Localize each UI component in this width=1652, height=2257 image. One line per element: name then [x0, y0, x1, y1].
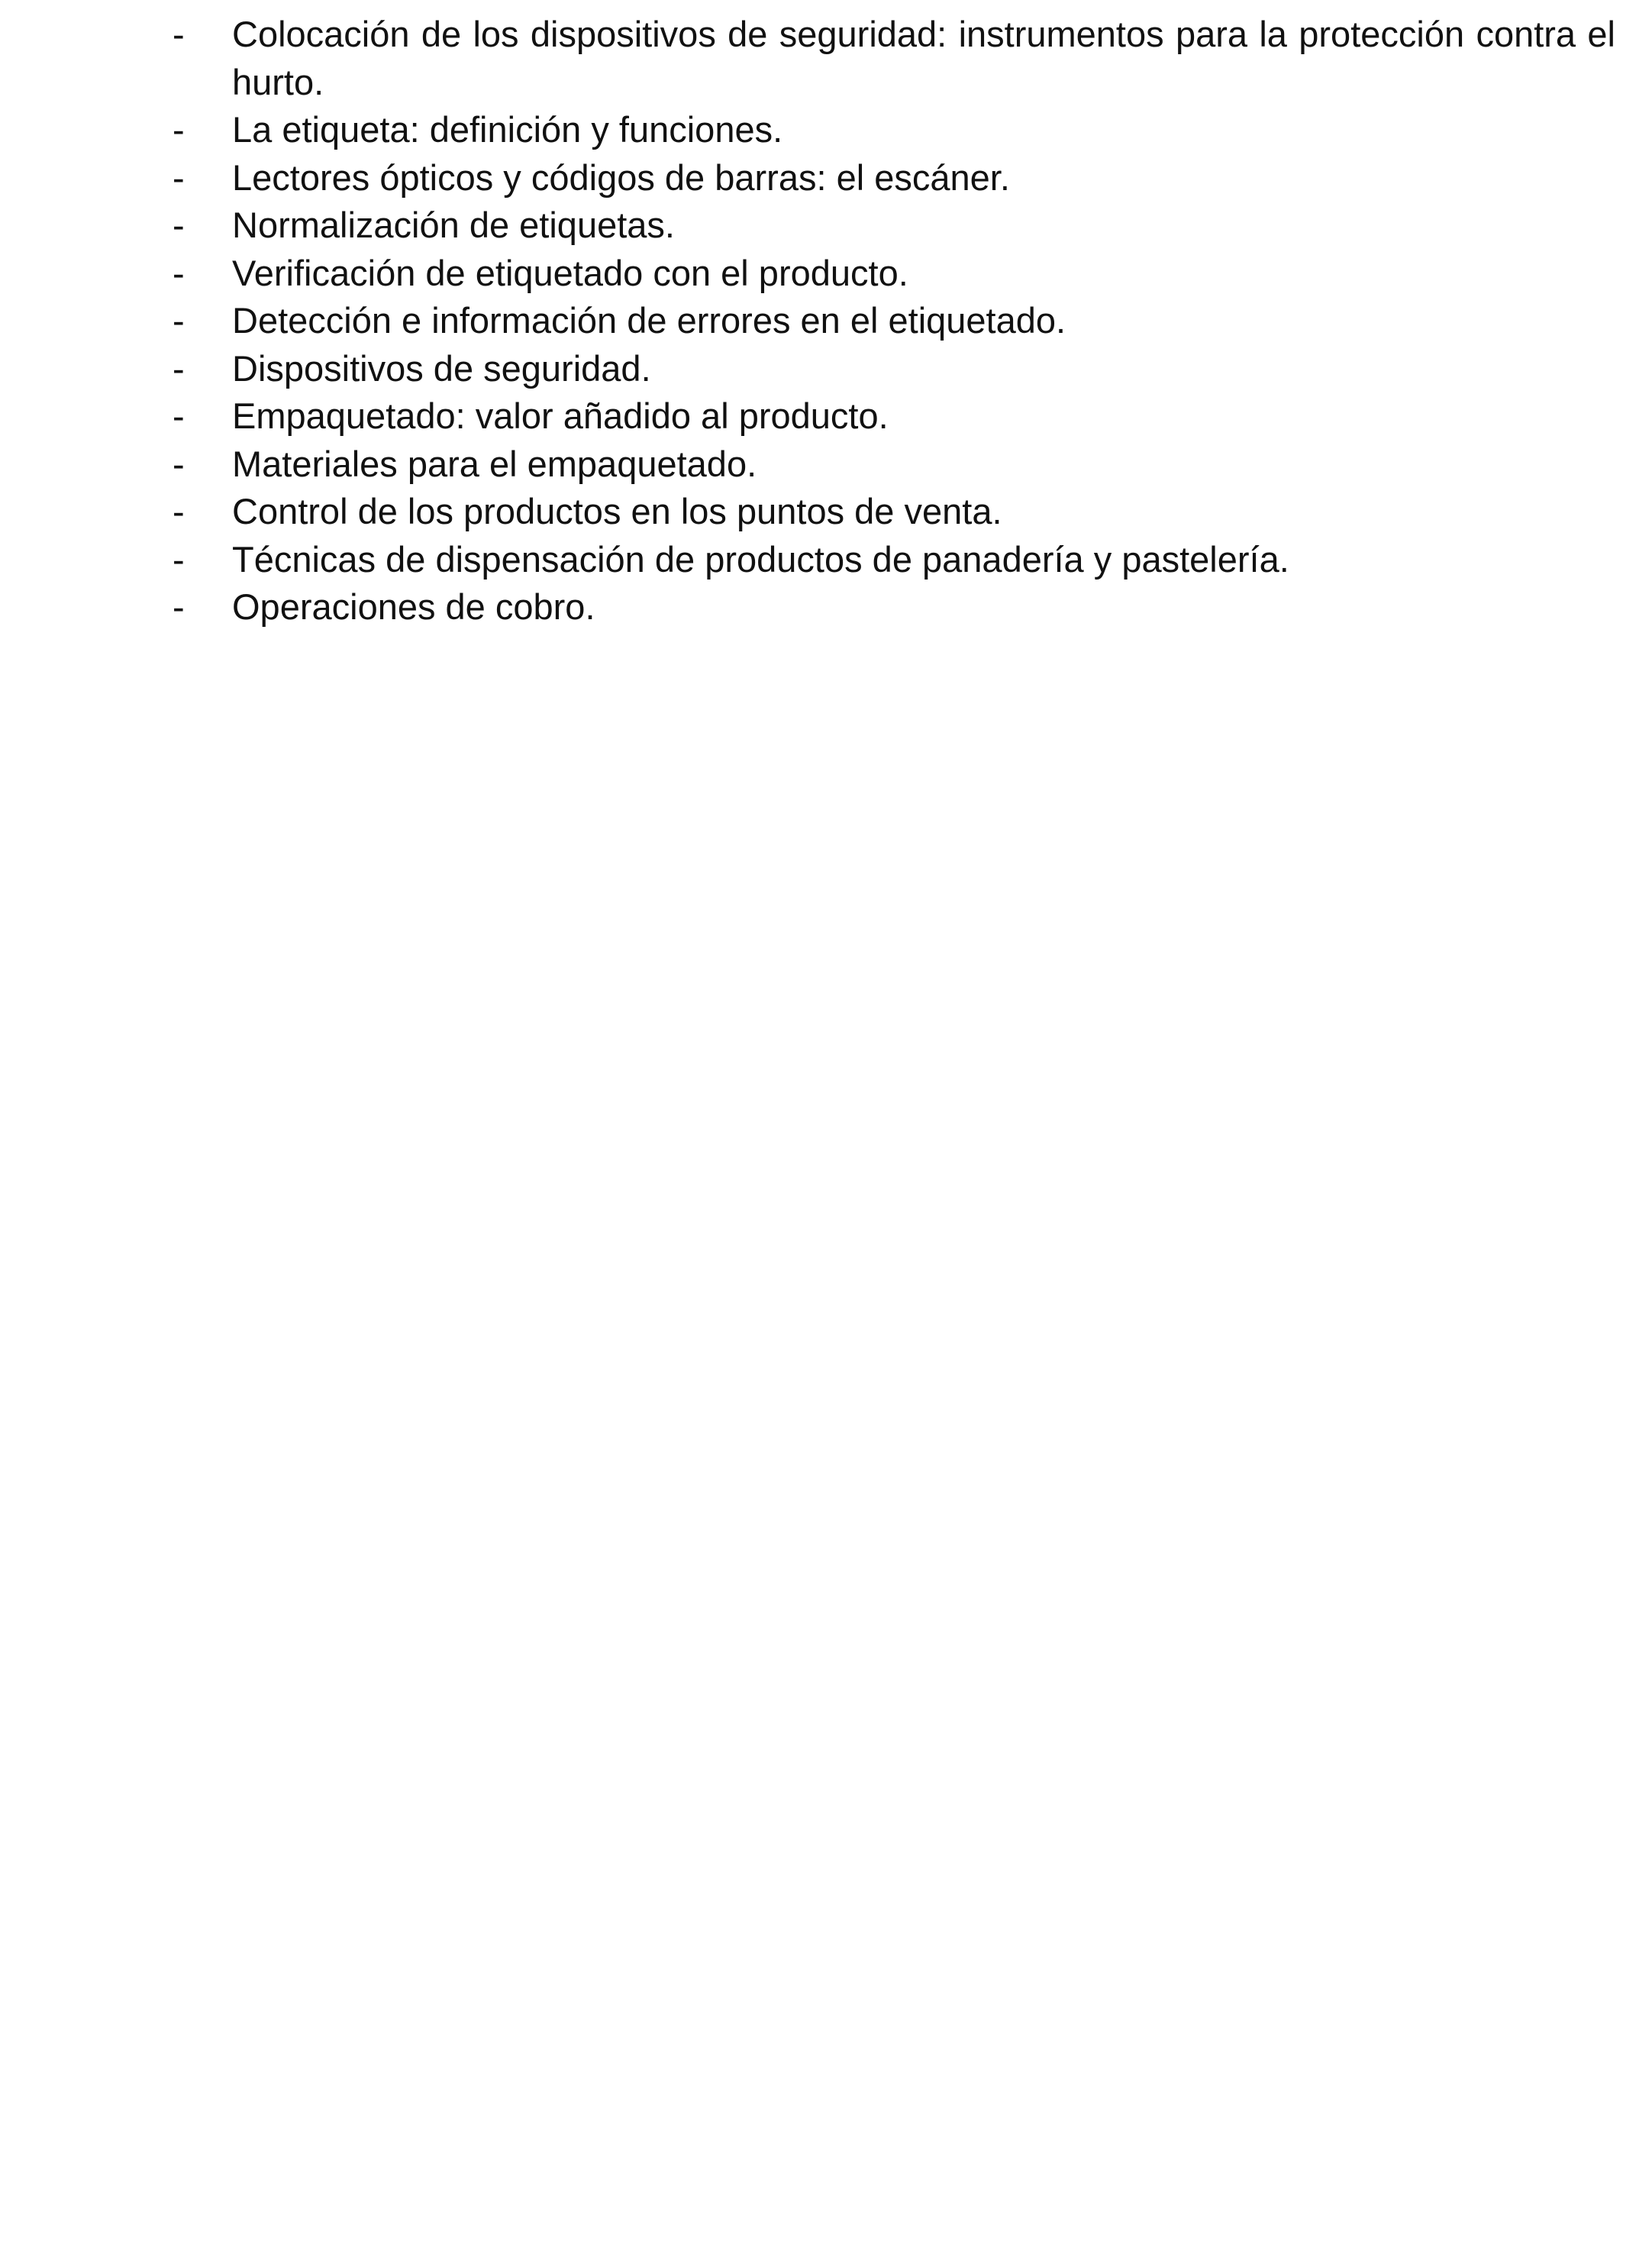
list-item [173, 202, 1615, 250]
list-item-text: Colocación de los dispositivos de seguridad: instrumentos para la protección contra el hurto. [232, 14, 1615, 102]
list-item-text: Dispositivos de seguridad. [232, 347, 651, 389]
list-item [173, 297, 1615, 345]
list-item [173, 441, 1615, 489]
bullet-dash: - [173, 538, 185, 580]
bullet-dash: - [173, 205, 185, 245]
list-item-text: Control de los productos en los puntos de venta. [232, 491, 1002, 531]
bullet-dash: - [173, 347, 185, 389]
list-item [173, 106, 1615, 154]
list-item-text: Verificación de etiquetado con el producto. [232, 252, 908, 293]
bullet-dash: - [173, 586, 185, 627]
list-item [173, 250, 1615, 298]
list-item [173, 536, 1615, 584]
list-item [173, 583, 1615, 631]
bullet-dash: - [173, 443, 185, 484]
bullet-dash: - [173, 14, 185, 54]
list-item-text: La etiqueta: definición y funciones. [232, 109, 783, 150]
bullet-dash: - [173, 491, 185, 531]
list-item-text: Técnicas de dispensación de productos de panadería y pastelería. [232, 538, 1289, 580]
list-item-text: Materiales para el empaquetado. [232, 443, 757, 484]
list-item-text: Empaquetado: valor añadido al producto. [232, 396, 889, 436]
bullet-dash: - [173, 396, 185, 436]
bullet-dash: - [173, 157, 185, 198]
list-item-text: Detección e información de errores en el etiquetado. [232, 300, 1066, 341]
list-item-text: Operaciones de cobro. [232, 586, 595, 627]
list-item-text: Lectores ópticos y códigos de barras: el escáner. [232, 157, 1010, 198]
bullet-dash: - [173, 300, 185, 341]
content-list [173, 11, 1615, 631]
bullet-dash: - [173, 109, 185, 150]
bullet-dash: - [173, 252, 185, 293]
list-item-text: Normalización de etiquetas. [232, 205, 675, 245]
list-item [173, 345, 1615, 393]
list-item [173, 392, 1615, 441]
list-item [173, 11, 1615, 106]
list-item [173, 154, 1615, 202]
list-item [173, 488, 1615, 536]
